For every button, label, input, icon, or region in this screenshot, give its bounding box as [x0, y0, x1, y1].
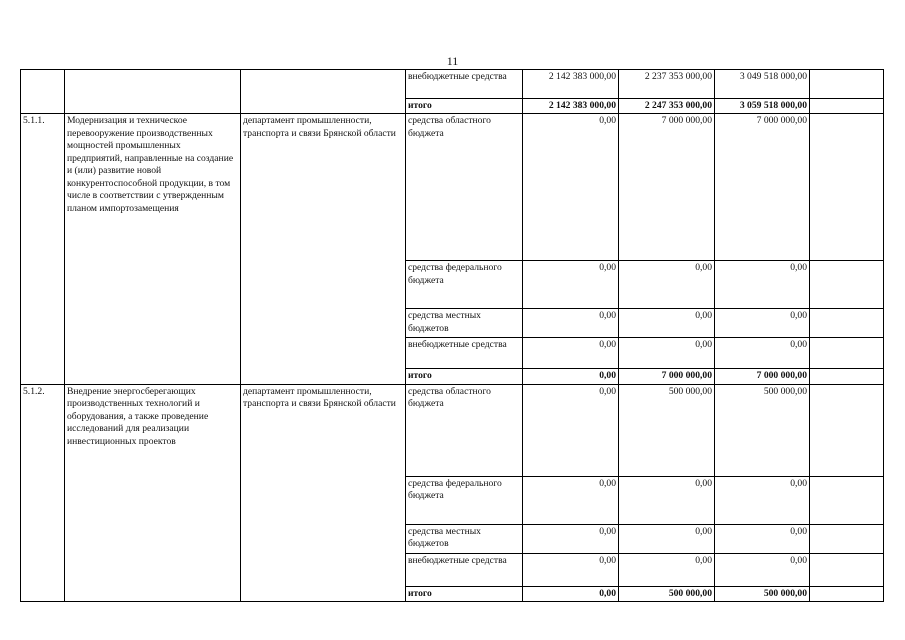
- total-amount: 2 247 353 000,00: [619, 99, 715, 114]
- source-label: средства местных бюджетов: [406, 309, 523, 338]
- source-label: внебюджетные средства: [406, 70, 523, 99]
- amount-cell: 0,00: [619, 524, 715, 553]
- code-cell: [21, 70, 65, 114]
- source-label: средства областного бюджета: [406, 114, 523, 261]
- item-executor: департамент промышленности, транспорта и связи Брянской области: [241, 114, 406, 384]
- empty-cell: [810, 553, 884, 586]
- empty-cell: [810, 524, 884, 553]
- item-name: Внедрение энергосберегающих производственных технологий и оборудования, а также проведение исследований для реализации инвестиционных проектов: [65, 384, 241, 601]
- empty-cell: [810, 99, 884, 114]
- amount-cell: 0,00: [619, 309, 715, 338]
- amount-cell: 0,00: [523, 384, 619, 476]
- amount-cell: 2 142 383 000,00: [523, 70, 619, 99]
- empty-cell: [810, 70, 884, 99]
- amount-cell: 0,00: [619, 476, 715, 524]
- amount-cell: 0,00: [523, 553, 619, 586]
- empty-cell: [810, 261, 884, 309]
- item-name: Модернизация и техническое перевооружение производственных мощностей промышленных предприятий, направленные на создание и (или) развитие новой конкурентоспособной продукции, в том числе в соответствии с утвержденным планом импортозамещения: [65, 114, 241, 384]
- amount-cell: 500 000,00: [619, 384, 715, 476]
- empty-cell: [810, 309, 884, 338]
- item-code: 5.1.1.: [21, 114, 65, 384]
- table-row: [21, 384, 884, 476]
- empty-cell: [810, 338, 884, 369]
- source-label: средства областного бюджета: [406, 384, 523, 476]
- amount-cell: 7 000 000,00: [715, 114, 810, 261]
- amount-cell: 0,00: [523, 114, 619, 261]
- amount-cell: 0,00: [523, 338, 619, 369]
- amount-cell: 0,00: [715, 309, 810, 338]
- name-cell: [65, 70, 241, 114]
- amount-cell: 3 049 518 000,00: [715, 70, 810, 99]
- empty-cell: [810, 384, 884, 476]
- amount-cell: 0,00: [715, 524, 810, 553]
- total-amount: 500 000,00: [715, 586, 810, 601]
- amount-cell: 2 237 353 000,00: [619, 70, 715, 99]
- total-amount: 7 000 000,00: [715, 369, 810, 384]
- executor-cell: [241, 70, 406, 114]
- amount-cell: 0,00: [523, 261, 619, 309]
- amount-cell: 0,00: [715, 553, 810, 586]
- total-amount: 3 059 518 000,00: [715, 99, 810, 114]
- total-amount: 7 000 000,00: [619, 369, 715, 384]
- amount-cell: 0,00: [715, 261, 810, 309]
- total-label: итого: [406, 99, 523, 114]
- source-label: внебюджетные средства: [406, 553, 523, 586]
- source-label: средства местных бюджетов: [406, 524, 523, 553]
- total-label: итого: [406, 369, 523, 384]
- amount-cell: 0,00: [619, 338, 715, 369]
- budget-table: [20, 69, 884, 602]
- empty-cell: [810, 476, 884, 524]
- total-amount: 500 000,00: [619, 586, 715, 601]
- source-label: внебюджетные средства: [406, 338, 523, 369]
- total-amount: 2 142 383 000,00: [523, 99, 619, 114]
- table-row: [21, 70, 884, 99]
- amount-cell: 500 000,00: [715, 384, 810, 476]
- amount-cell: 0,00: [523, 476, 619, 524]
- source-label: средства федерального бюджета: [406, 261, 523, 309]
- total-amount: 0,00: [523, 586, 619, 601]
- amount-cell: 0,00: [619, 261, 715, 309]
- amount-cell: 0,00: [619, 553, 715, 586]
- amount-cell: 0,00: [715, 476, 810, 524]
- empty-cell: [810, 369, 884, 384]
- amount-cell: 0,00: [523, 309, 619, 338]
- item-executor: департамент промышленности, транспорта и связи Брянской области: [241, 384, 406, 601]
- total-label: итого: [406, 586, 523, 601]
- amount-cell: 0,00: [715, 338, 810, 369]
- total-amount: 0,00: [523, 369, 619, 384]
- empty-cell: [810, 114, 884, 261]
- empty-cell: [810, 586, 884, 601]
- source-label: средства федерального бюджета: [406, 476, 523, 524]
- item-code: 5.1.2.: [21, 384, 65, 601]
- page-number: 11: [446, 54, 459, 68]
- amount-cell: 0,00: [523, 524, 619, 553]
- table-row: [21, 114, 884, 261]
- amount-cell: 7 000 000,00: [619, 114, 715, 261]
